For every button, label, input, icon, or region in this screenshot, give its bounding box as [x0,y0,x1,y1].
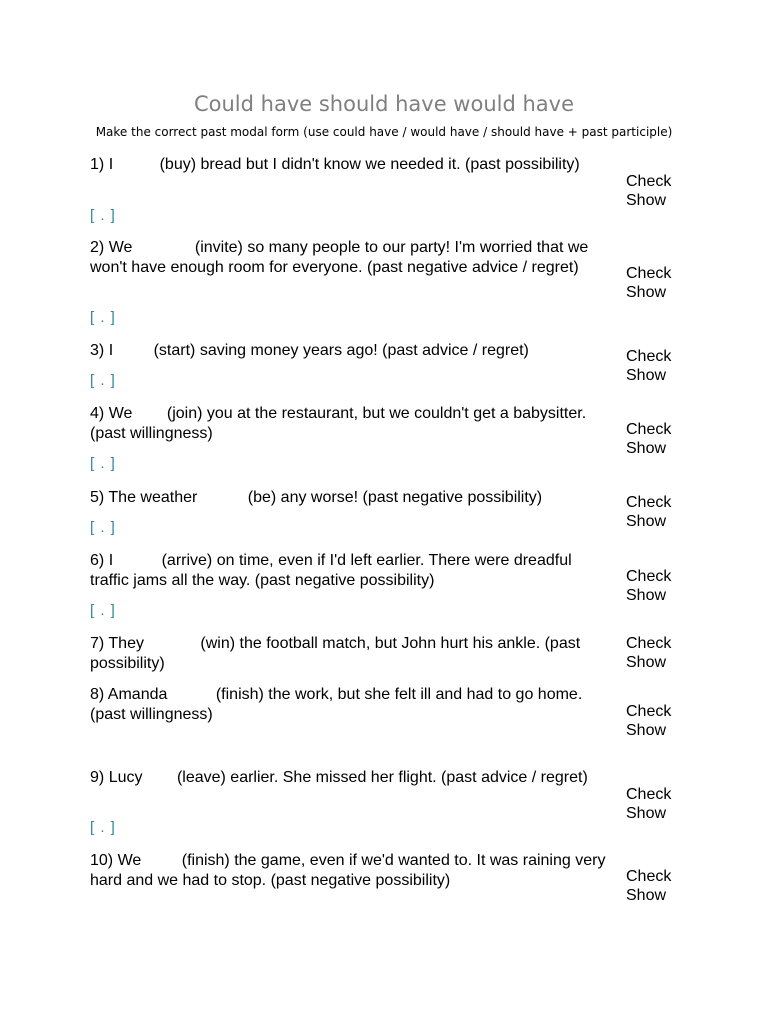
check-button[interactable]: Check [626,786,672,803]
question-text: (join) you at the restaurant, but we couldn't get a babysitter. (past willingness) [90,405,587,442]
question-9 [90,768,610,788]
question-number: 10) [90,852,114,869]
question-subject: We [117,852,142,869]
check-button[interactable]: Check [626,265,672,282]
question-1 [90,155,610,175]
show-button[interactable]: Show [626,805,667,822]
question-number: 4) [90,405,105,422]
answer-placeholder: [ . ] [90,602,116,619]
answer-placeholder: [ . ] [90,372,116,389]
question-subject: They [108,635,144,652]
show-button[interactable]: Show [626,284,667,301]
check-button[interactable]: Check [626,494,672,511]
question-10-controls [626,867,671,905]
check-button[interactable]: Check [626,421,672,438]
question-subject: The weather [108,489,198,506]
question-text: (be) any worse! (past negative possibility) [247,489,543,506]
question-7-controls [626,634,671,672]
question-subject: Amanda [107,686,168,703]
question-8-controls [626,702,671,740]
question-number: 1) [90,156,105,173]
question-6 [90,551,610,590]
question-number: 5) [90,489,105,506]
question-10 [90,851,610,890]
question-number: 9) [90,769,105,786]
question-4-controls [626,420,671,458]
question-subject: I [108,156,114,173]
question-subject: I [108,342,114,359]
question-3-controls [626,347,671,385]
question-text: (leave) earlier. She missed her flight. (past advice / regret) [176,769,588,786]
question-text: (buy) bread but I didn't know we needed it. (past possibility) [159,156,580,173]
question-subject: We [108,239,133,256]
show-button[interactable]: Show [626,587,667,604]
question-subject: We [108,405,133,422]
question-5 [90,488,610,508]
question-subject: I [108,552,114,569]
page-title: Could have should have would have [193,92,574,116]
show-button[interactable]: Show [626,887,667,904]
show-button[interactable]: Show [626,722,667,739]
check-button[interactable]: Check [626,868,672,885]
answer-placeholder: [ . ] [90,519,116,536]
show-button[interactable]: Show [626,440,667,457]
question-text: (finish) the work, but she felt ill and had to go home. (past willingness) [90,686,583,723]
question-number: 3) [90,342,105,359]
question-subject: Lucy [108,769,143,786]
question-2 [90,238,610,277]
check-button[interactable]: Check [626,173,672,190]
question-5-controls [626,493,671,531]
show-button[interactable]: Show [626,192,667,209]
check-button[interactable]: Check [626,348,672,365]
question-number: 7) [90,635,105,652]
show-button[interactable]: Show [626,654,667,671]
question-text: (arrive) on time, even if I'd left earlier. There were dreadful traffic jams all the way. (past negative possibility) [90,552,572,589]
question-3 [90,341,610,361]
show-button[interactable]: Show [626,513,667,530]
question-text: (start) saving money years ago! (past advice / regret) [153,342,529,359]
check-button[interactable]: Check [626,703,672,720]
check-button[interactable]: Check [626,635,672,652]
question-text: (finish) the game, even if we'd wanted to. It was raining very hard and we had to stop. (past negative possibility) [90,852,606,889]
instructions: Make the correct past modal form (use could have / would have / should have + past participle) [95,125,673,139]
question-8 [90,685,610,724]
question-text: (win) the football match, but John hurt his ankle. (past possibility) [90,635,581,672]
question-number: 8) [90,686,105,703]
question-1-controls [626,172,671,210]
show-button[interactable]: Show [626,367,667,384]
question-text: (invite) so many people to our party! I'm worried that we won't have enough room for everyone. (past negative advice / regret) [90,239,589,276]
check-button[interactable]: Check [626,568,672,585]
question-4 [90,404,610,443]
question-6-controls [626,567,671,605]
question-7 [90,634,610,673]
question-number: 2) [90,239,105,256]
answer-placeholder: [ . ] [90,309,116,326]
question-number: 6) [90,552,105,569]
question-2-controls [626,264,671,302]
answer-placeholder: [ . ] [90,207,116,224]
answer-placeholder: [ . ] [90,455,116,472]
answer-placeholder: [ . ] [90,819,116,836]
question-9-controls [626,785,671,823]
